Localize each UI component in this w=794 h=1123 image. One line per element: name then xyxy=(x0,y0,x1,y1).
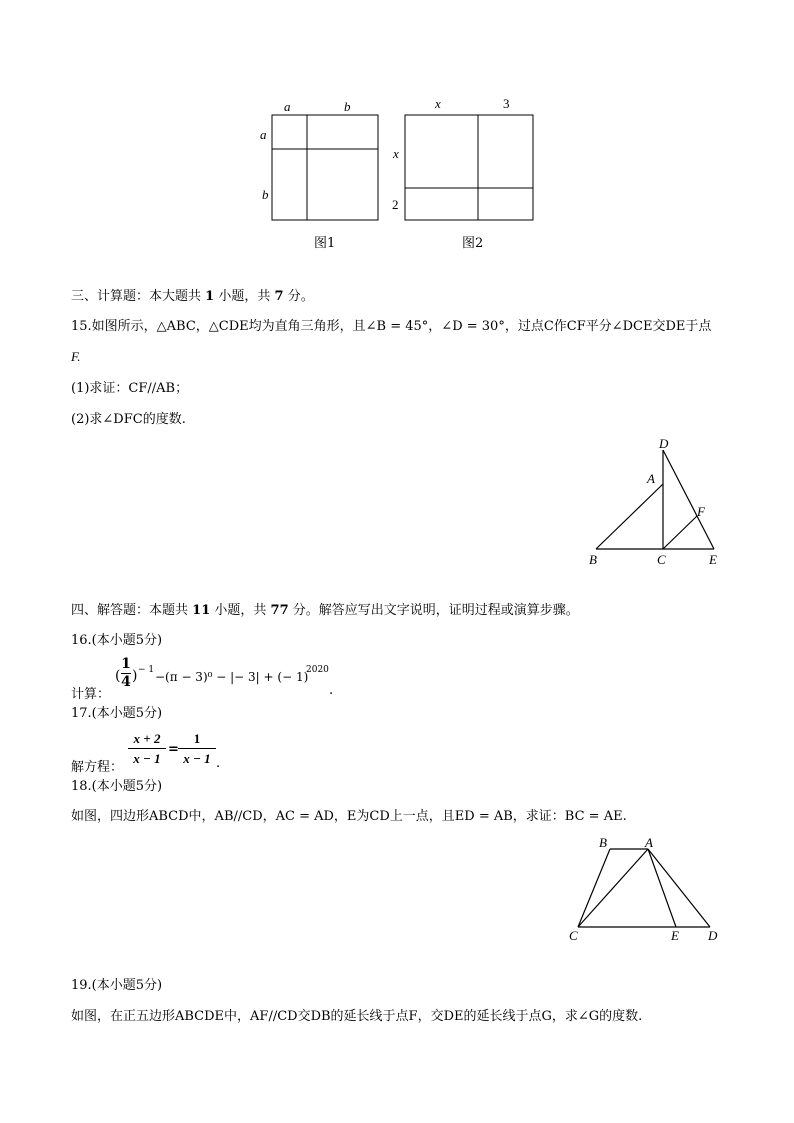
q18-text: 如图，四边形ABCD中，AB//CD，AC = AD，E为CD上一点，且ED = AB，求证：BC = AE. xyxy=(71,809,627,824)
q18-label-A: A xyxy=(645,835,653,850)
q16-exp2: 2020 xyxy=(306,665,329,675)
q15-part2: (2)求∠DFC的度数. xyxy=(71,412,186,427)
figure-2 xyxy=(392,96,533,220)
q16-exp1: − 1 xyxy=(138,665,155,675)
q15-part1: (1)求证：CF//AB； xyxy=(71,381,189,396)
fig1-top-label-b: b xyxy=(344,99,351,114)
q17-header: 17.(本小题5分) xyxy=(71,706,163,721)
fig2-top-label-x: x xyxy=(435,96,441,111)
q19-text: 如图，在正五边形ABCDE中，AF//CD交DB的延长线于点F，交DE的延长线于点G，求∠G的度数. xyxy=(71,1009,643,1024)
q18-header: 18.(本小题5分) xyxy=(71,779,163,794)
q17-lhs-den: x − 1 xyxy=(133,751,161,766)
fig1-caption: 图1 xyxy=(314,236,336,251)
q15-label-B: B xyxy=(589,552,597,567)
q16-frac-num: 1 xyxy=(121,656,131,672)
square-figures xyxy=(250,90,550,260)
q18-label-B: B xyxy=(599,835,607,850)
q17-eq: = xyxy=(168,742,179,757)
q15-label-F: F xyxy=(697,504,705,519)
fig1-left-label-b: b xyxy=(262,187,269,202)
section4-heading: 四、解答题：本题共 11 小题，共 77 分。解答应写出文字说明，证明过程或演算步骤。 xyxy=(71,603,579,618)
fig2-left-label-x: x xyxy=(393,146,399,161)
q17-equation xyxy=(71,729,271,773)
q17-lhs-num: x + 2 xyxy=(128,729,166,749)
q18-label-D: D xyxy=(708,928,718,943)
q16-header: 16.(本小题5分) xyxy=(71,633,163,648)
q15-label-E: E xyxy=(709,552,717,567)
q15-label-C: C xyxy=(657,552,666,567)
q18-label-E: E xyxy=(671,928,679,943)
q15-line1: 15.如图所示，△ABC，△CDE均为直角三角形，且∠B = 45°，∠D = 30°，过点C作CF平分∠DCE交DE于点 xyxy=(71,319,712,334)
q16-expression: 计算： ( 1 4 ) − 1 −(π − 3)⁰ − |− 3| + (− 1) 2020 . xyxy=(71,656,334,702)
fig1-top-label-a: a xyxy=(284,99,291,114)
q15-line2: F. xyxy=(71,349,81,364)
q17-rhs-num: 1 xyxy=(178,729,216,749)
figure-1 xyxy=(260,99,378,220)
section3-heading: 三、计算题：本大题共 1 小题，共 7 分。 xyxy=(71,289,314,304)
fig2-top-label-3: 3 xyxy=(503,96,510,111)
q17-rhs-den: x − 1 xyxy=(183,751,211,766)
fig2-caption: 图2 xyxy=(462,236,484,251)
q16-tail: . xyxy=(329,683,334,698)
q16-frac-den: 4 xyxy=(121,674,131,690)
q16-expr-rest: −(π − 3)⁰ − |− 3| + (− 1) xyxy=(155,670,309,684)
q16-prefix: 计算： xyxy=(71,687,111,702)
fig2-left-label-2: 2 xyxy=(392,197,399,212)
q15-label-D: D xyxy=(659,436,669,451)
q19-header: 19.(本小题5分) xyxy=(71,978,163,993)
q15-triangle-figure xyxy=(584,436,724,572)
q18-label-C: C xyxy=(569,928,578,943)
q18-trapezoid-figure xyxy=(562,832,728,944)
q15-label-A: A xyxy=(647,471,655,486)
fig1-left-label-a: a xyxy=(260,127,267,142)
q17-tail: . xyxy=(216,756,221,771)
q17-prefix: 解方程： xyxy=(71,760,124,775)
